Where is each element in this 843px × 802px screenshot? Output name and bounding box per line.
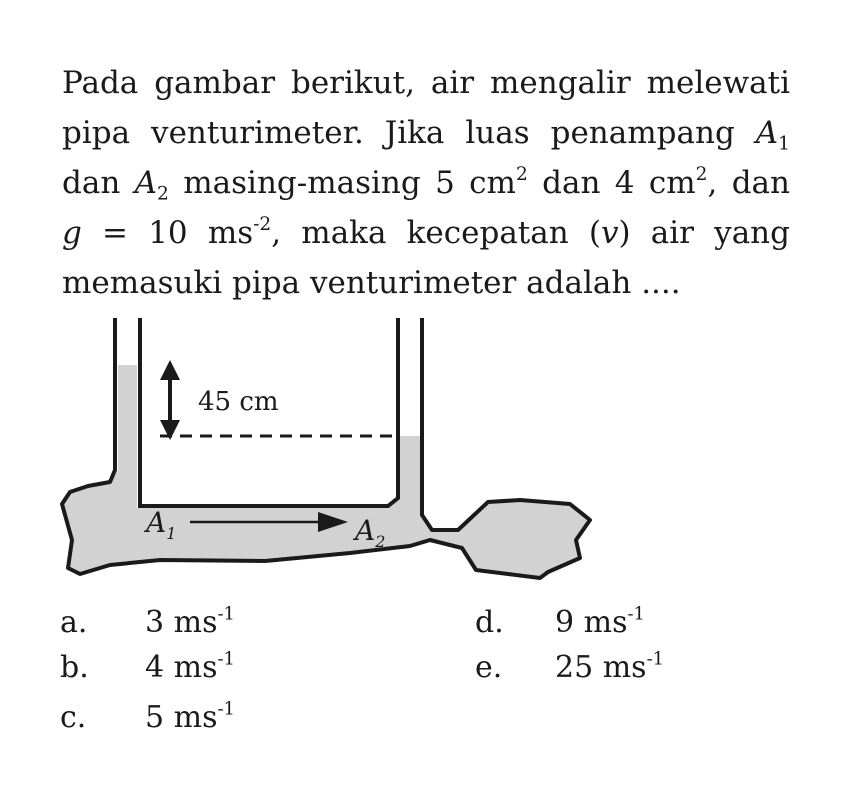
a1-label: $A_1$ [146,506,177,543]
option-key: a. [60,605,88,640]
option-value: 25 $ms^{-1}$ [555,648,665,685]
question-line-2: pipa venturimeter. Jika luas penampang $A_1$ [62,115,790,155]
option-key: c. [60,700,87,735]
question-line-5: memasuki pipa venturimeter adalah .... [62,265,681,301]
question-line-1: Pada gambar berikut, air mengalir melewati [62,65,790,101]
option-key: e. [475,650,503,685]
option-value: 9 $ms^{-1}$ [555,603,646,640]
height-label: 45 cm [198,387,279,417]
option-key: d. [475,605,504,640]
question-text [62,58,790,308]
option-value: 4 $ms^{-1}$ [145,648,236,685]
option-value: 3 $ms^{-1}$ [145,603,236,640]
question-line-3: dan $A_2$ masing-masing 5 $cm^2$ dan 4 $cm^2$, dan [62,163,791,205]
option-value: 5 $ms^{-1}$ [145,698,236,735]
question-line-4: g = 10 $ms^{-2}$, maka kecepatan (v) air yang [62,213,790,251]
venturimeter-diagram [55,318,615,590]
a2-label: $A_2$ [355,514,386,551]
height-arrow [160,360,180,440]
option-key: b. [60,650,89,685]
